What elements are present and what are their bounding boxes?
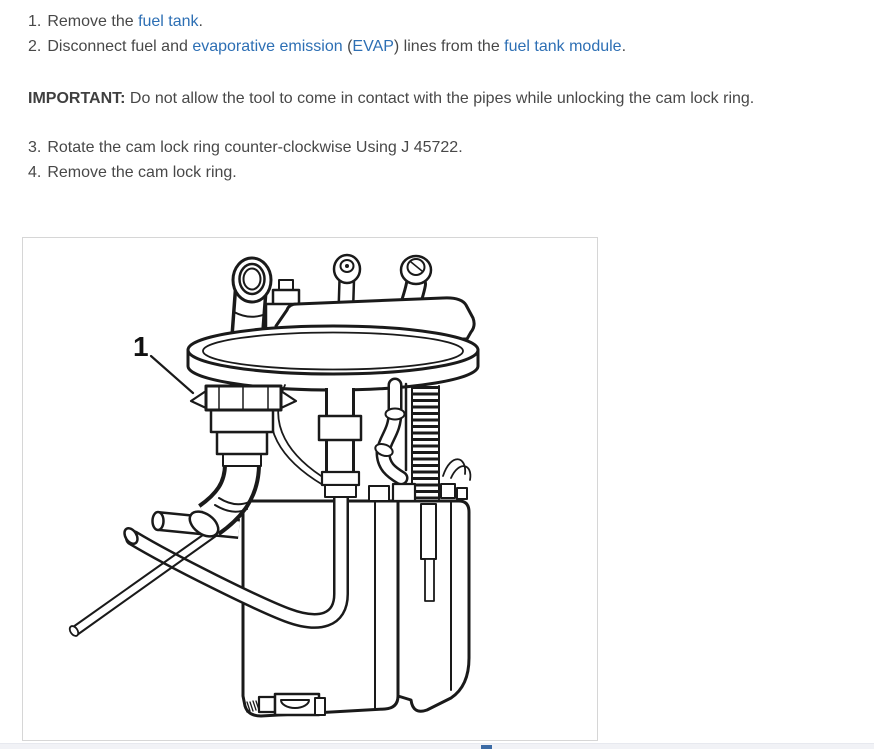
step-text: ( — [342, 38, 353, 55]
callout-number: 1 — [133, 331, 149, 362]
important-note — [28, 89, 754, 109]
step-text: Remove the — [47, 13, 139, 30]
step-number: 1. — [28, 13, 42, 30]
fuel-tank-module-link[interactable]: fuel tank module — [504, 38, 622, 55]
step-text: Rotate the cam lock ring counter-clockwise Using J 45722. — [47, 139, 463, 156]
step-number: 3. — [28, 139, 42, 156]
step-text: . — [198, 13, 203, 30]
step-text: Remove the cam lock ring. — [47, 164, 237, 181]
step-text: Disconnect fuel and — [47, 38, 193, 55]
step-3 — [28, 138, 463, 158]
callout-1 — [133, 331, 193, 393]
step-text: ) lines from the — [393, 38, 505, 55]
evap-link[interactable]: EVAP — [352, 38, 394, 55]
step-number: 4. — [28, 164, 42, 181]
step-4 — [28, 163, 237, 183]
fuel-tank-link[interactable]: fuel tank — [138, 13, 199, 30]
important-label: IMPORTANT: — [28, 90, 126, 107]
right-vent-tube — [374, 385, 405, 478]
important-text: Do not allow the tool to come in contact with the pipes while unlocking the cam lock ring. — [125, 90, 755, 107]
step-2 — [28, 37, 626, 57]
fuel-tank-module-figure — [22, 237, 598, 741]
coil-spring — [412, 386, 439, 499]
next-section-accent — [481, 745, 492, 749]
pump-tube-collars — [322, 472, 359, 497]
evaporative-emission-link[interactable]: evaporative emission — [192, 38, 343, 55]
step-1 — [28, 12, 203, 32]
module-flange — [188, 326, 478, 390]
step-text: . — [621, 38, 627, 55]
wiring-harness — [271, 385, 471, 485]
step-number: 2. — [28, 38, 42, 55]
fuel-pump-module-line-drawing — [23, 238, 597, 740]
next-section-edge — [0, 743, 874, 749]
